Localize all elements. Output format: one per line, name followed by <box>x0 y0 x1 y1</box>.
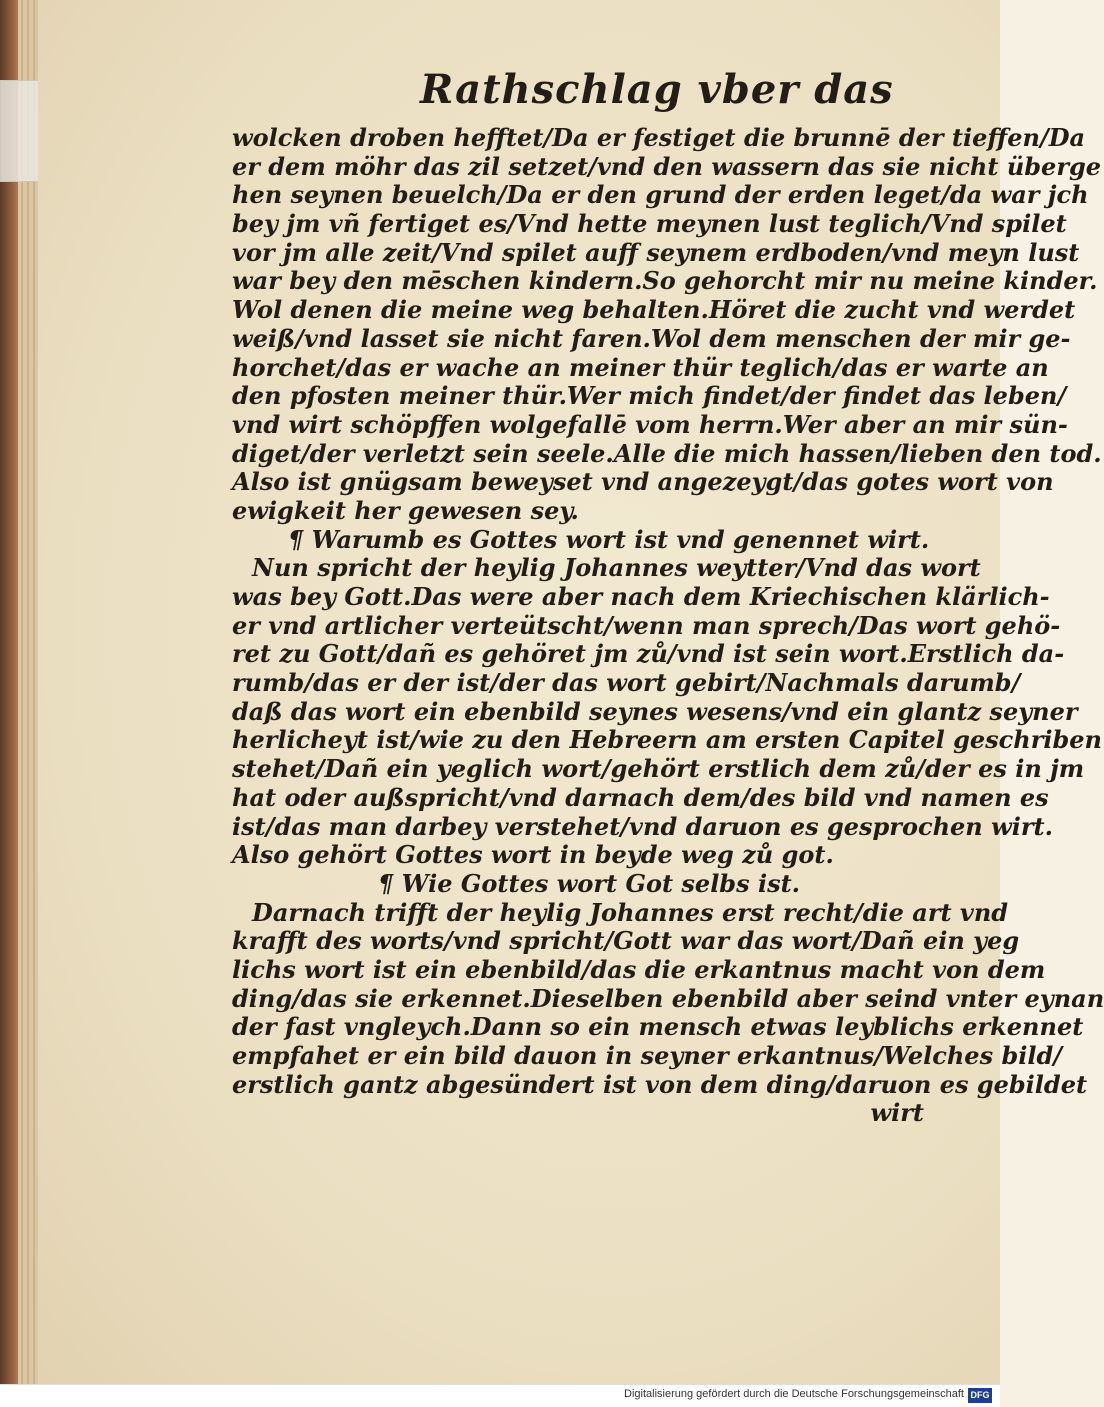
text-line: bey jm vñ fertiget es/Vnd hette meynen lust teglich/Vnd spilet <box>232 209 1067 239</box>
text-line: krafft des worts/vnd spricht/Gott war das wort/Dañ ein yeg <box>232 926 1020 956</box>
text-line: ¶ Wie Gottes wort Got selbs ist. <box>378 868 801 898</box>
text-line: wirt <box>870 1098 924 1128</box>
text-line: Also gehört Gottes wort in beyde weg zů got. <box>232 840 834 870</box>
text-line: daß das wort ein ebenbild seynes wesens/vnd ein glantz seyner <box>232 696 1078 726</box>
text-line: was bey Gott.Das were aber nach dem Kriechischen klärlich- <box>232 582 1050 611</box>
text-line: vnd wirt schöpffen wolgefallē vom herrn.Wer aber an mir sün- <box>232 409 1068 439</box>
text-line: horchet/das er wache an meiner thür teglich/das er warte an <box>232 352 1049 382</box>
running-head: Rathschlag vber das <box>420 66 894 113</box>
text-line: hat oder außspricht/vnd darnach dem/des bild vnd namen es <box>232 782 1049 812</box>
text-line: ret zu Gott/dañ es gehöret jm zů/vnd ist sein wort.Erstlich da- <box>232 639 1065 669</box>
text-line: lichs wort ist ein ebenbild/das die erkantnus macht von dem <box>232 954 1046 984</box>
text-line: vor jm alle zeit/Vnd spilet auff seynem erdboden/vnd meyn lust <box>232 237 1080 267</box>
text-line: erstlich gantz abgesündert ist von dem ding/daruon es gebildet <box>232 1069 1088 1099</box>
text-line: ewigkeit her gewesen sey. <box>232 495 579 525</box>
text-line: weiß/vnd lasset sie nicht faren.Wol dem menschen der mir ge- <box>232 323 1071 353</box>
text-line: herlicheyt ist/wie zu den Hebreern am ersten Capitel geschriben <box>232 725 1102 755</box>
text-line: Also ist gnügsam beweyset vnd angezeygt/das gotes wort von <box>232 467 1054 497</box>
text-line: wolcken droben hefftet/Da er festiget die brunnē der tieffen/Da <box>232 123 1086 152</box>
body-text <box>232 123 1104 1128</box>
text-line: ¶ Warumb es Gottes wort ist vnd genennet wirt. <box>288 524 930 554</box>
text-line: Wol denen die meine weg behalten.Höret die zucht vnd werdet <box>232 295 1076 325</box>
text-line: ding/das sie erkennet.Dieselben ebenbild aber seind vnter eynan <box>232 983 1104 1013</box>
text-line: Nun spricht der heylig Johannes weytter/Vnd das wort <box>252 553 981 583</box>
text-line: stehet/Dañ ein yeglich wort/gehört erstlich dem zů/der es in jm <box>232 754 1085 784</box>
text-line: er dem möhr das zil setzet/vnd den wassern das sie nicht überge <box>232 151 1102 181</box>
text-line: rumb/das er der ist/der das wort gebirt/Nachmals darumb/ <box>232 668 1021 698</box>
text-line: den pfosten meiner thür.Wer mich findet/der findet das leben/ <box>232 381 1067 411</box>
text-line: hen seynen beuelch/Da er den grund der erden leget/da war jch <box>232 180 1089 210</box>
dfg-logo: DFG <box>968 1388 992 1403</box>
text-line: der fast vngleych.Dann so ein mensch etwas leyblichs erkennet <box>232 1012 1084 1042</box>
footer-bar <box>0 1384 1000 1407</box>
text-line: er vnd artlicher verteütscht/wenn man sprech/Das wort gehö- <box>232 610 1061 640</box>
text-line: diget/der verletzt sein seele.Alle die mich hassen/lieben den tod. <box>232 438 1102 468</box>
text-line: ist/das man darbey verstehet/vnd daruon es gesprochen wirt. <box>232 811 1053 841</box>
text-line: war bey den mēschen kindern.So gehorcht mir nu meine kinder. <box>232 266 1098 296</box>
text-line: empfahet er ein bild dauon in seyner erkantnus/Welches bild/ <box>232 1041 1063 1070</box>
funding-credit: Digitalisierung gefördert durch die Deutsche Forschungsgemeinschaft <box>624 1388 964 1400</box>
text-line: Darnach trifft der heylig Johannes erst recht/die art vnd <box>252 897 1009 927</box>
